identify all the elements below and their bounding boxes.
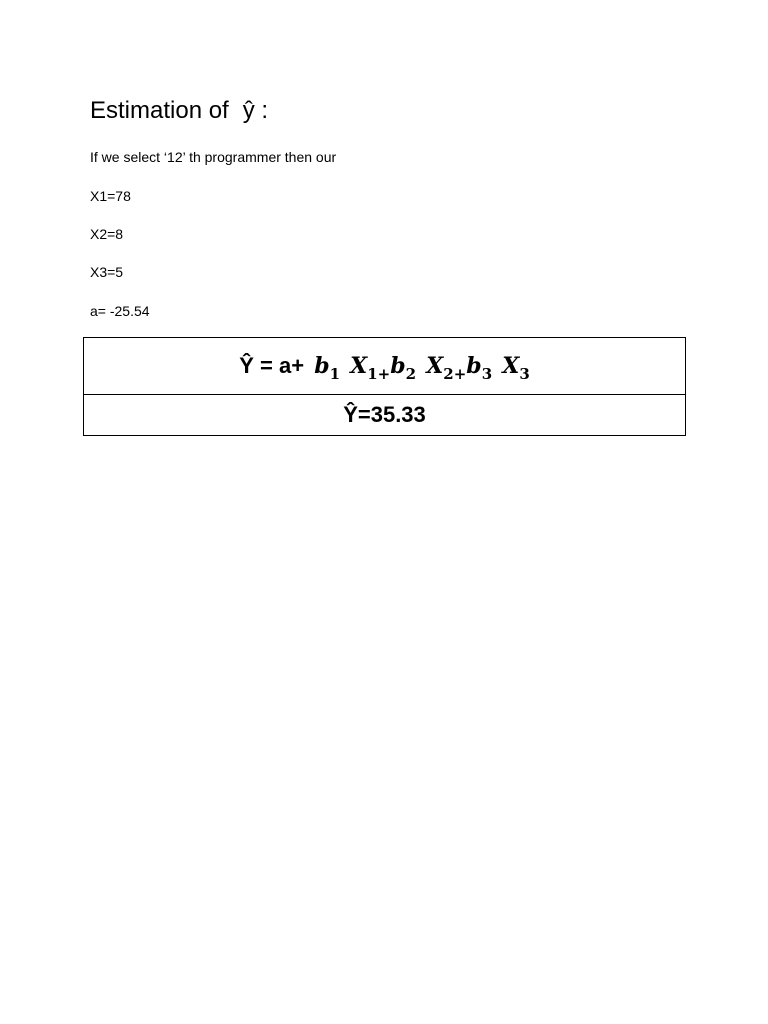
variable-x1: $X_{1+}$ [350,353,391,383]
formula-table [83,337,686,436]
estimated-y-result: Ŷ=35.33 [343,402,426,427]
heading-symbol: ŷ : [242,97,269,124]
b1-subscript: 1 [329,365,341,383]
coefficient-b3: $b_3$ [466,353,493,383]
formula-cell [84,338,686,395]
result-row [84,395,686,436]
variable-x2: $X_{2+}$ [426,353,467,383]
x1-value: X1=78 [90,188,131,204]
b2-subscript: 2 [405,365,417,383]
x3-subscript: 3 [519,365,530,383]
regression-equation [239,353,530,383]
equation-lhs: Ŷ = a+ [239,353,305,378]
x2-subscript: 2+ [443,365,467,383]
coefficient-b2: $b_2$ [390,353,417,383]
intro-text: If we select ‘12’ th programmer then our [90,149,337,165]
b3-subscript: 3 [481,365,493,383]
x1-subscript: 1+ [367,365,391,383]
heading-text: Estimation of [90,97,229,124]
x3-value: X3=5 [90,264,124,280]
coefficient-b1: $b_1$ [314,353,341,383]
x2-value: X2=8 [90,226,124,242]
variable-x3: $X_3$ [502,353,530,383]
heading [90,96,268,126]
a-value: a= -25.54 [90,303,150,319]
formula-row [84,338,686,395]
result-cell [84,395,686,436]
